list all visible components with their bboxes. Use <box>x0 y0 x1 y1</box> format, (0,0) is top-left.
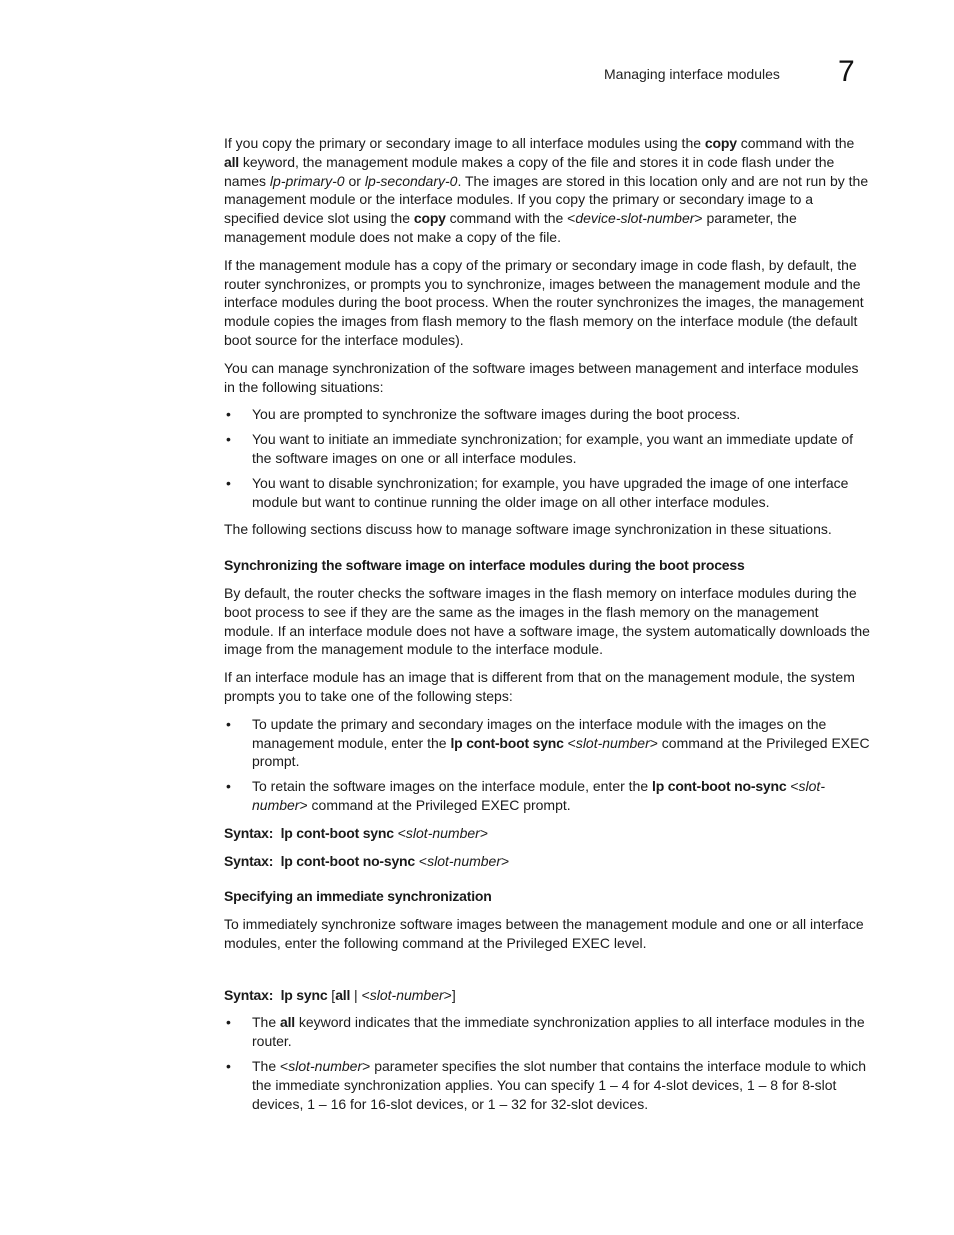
filename-secondary: lp-secondary-0 <box>364 172 458 189</box>
syntax-cont-boot-sync <box>224 824 872 843</box>
filename-primary: lp-primary-0 <box>269 172 345 189</box>
steps-list <box>224 715 872 815</box>
text: If you copy the primary or secondary image to all interface modules using the <box>224 135 705 151</box>
list-item <box>224 777 872 815</box>
list-item <box>224 430 872 468</box>
bullet-icon: • <box>226 778 231 795</box>
text: To update the primary and secondary images on the interface module with the images on the management module, enter the <box>252 715 827 751</box>
situations-list <box>224 405 872 511</box>
chapter-title: Managing interface modules <box>604 66 780 82</box>
text: > <box>479 824 489 841</box>
bullet-icon: • <box>226 474 231 491</box>
syntax-command: lp sync <box>280 986 328 1003</box>
keyword-all: all <box>224 153 239 170</box>
paragraph-default-check: By default, the router checks the software images in the flash memory on interface modules during the boot process to see if they are the same as the images in the flash memory on the management module. If an interface module does not have a software image, the system automatically downloads the image from the management module to the interface module. <box>224 584 870 658</box>
text: > parameter specifies the slot number that contains the interface module to which the immediate synchronization applies. You can specify 1 – 4 for 4-slot devices, 1 – 8 for 8-slot devices, 1 – 16 for 16-slot devices, or 1 – 32 for 32-slot devices. <box>252 1058 867 1112</box>
keyword-all: all <box>280 1014 295 1031</box>
syntax-label: Syntax: <box>224 986 281 1003</box>
text: < <box>393 824 406 841</box>
parameter-list <box>224 1013 872 1113</box>
text: | < <box>350 986 370 1003</box>
list-item <box>224 1013 872 1051</box>
paragraph-immediate-sync: To immediately synchronize software images between the management module and one or all interface modules, enter the following command at the Privileged EXEC level. <box>224 916 864 951</box>
text: < <box>415 852 428 869</box>
text: The <box>252 1014 281 1031</box>
section-heading-immediate-sync: Specifying an immediate synchronization <box>224 888 492 905</box>
chapter-number: 7 <box>838 55 855 88</box>
syntax-param: slot-number <box>405 824 480 841</box>
text: keyword indicates that the immediate synchronization applies to all interface modules in the router. <box>252 1014 865 1050</box>
spacer <box>224 962 872 986</box>
text: . The images are stored in this location only and are not run by the management module or the interface modules. If you copy the primary or secondary image to a specified device slot using the <box>224 172 869 227</box>
text: > parameter, the management module does not make a copy of the file. <box>224 210 797 245</box>
text: To retain the software images on the interface module, enter the <box>252 778 653 795</box>
syntax-param: slot-number <box>369 986 444 1003</box>
bullet-icon: • <box>226 406 231 423</box>
text: < <box>563 734 576 751</box>
bullet-icon: • <box>226 1058 231 1075</box>
text: command with the <box>736 135 855 151</box>
text: > command at the Privileged EXEC prompt. <box>252 734 870 770</box>
bullet-icon: • <box>226 1014 231 1031</box>
paragraph-sections-intro: The following sections discuss how to manage software image synchronization in these situations. <box>224 521 832 538</box>
syntax-param: slot-number <box>427 852 501 869</box>
param-device-slot-number: device-slot-number <box>575 210 695 227</box>
list-item-text: You are prompted to synchronize the software images during the boot process. <box>252 406 741 423</box>
text: [ <box>327 986 336 1003</box>
text: < <box>786 778 799 795</box>
syntax-lp-sync <box>224 986 872 1005</box>
text: The < <box>252 1058 289 1075</box>
paragraph-copy-images <box>224 134 872 247</box>
paragraph-prompt-steps: If an interface module has an image that is different from that on the management module, the system prompts you to take one of the following steps: <box>224 669 855 704</box>
text: >] <box>443 986 456 1003</box>
command-cont-boot-no-sync: lp cont-boot no-sync <box>652 778 787 795</box>
param-slot-number: slot-number <box>288 1058 363 1075</box>
keyword-copy: copy <box>704 135 737 151</box>
syntax-command: lp cont-boot no-sync <box>280 852 415 869</box>
syntax-cont-boot-no-sync <box>224 852 872 871</box>
text: keyword, the management module makes a copy of the file and stores it in code flash under the names <box>224 153 835 189</box>
syntax-keyword-all: all <box>335 986 351 1003</box>
paragraph-situations-intro: You can manage synchronization of the software images between management and interface modules in the following situations: <box>224 359 859 395</box>
keyword-copy: copy <box>413 210 446 227</box>
param-slot-number: slot-number <box>575 734 650 751</box>
list-item-text: You want to disable synchronization; for example, you have upgraded the image of one interface module but want to continue running the older image on all other interface modules. <box>252 474 849 510</box>
param-slot-number: slot-number <box>252 778 825 813</box>
syntax-label: Syntax: <box>224 824 281 841</box>
text: > <box>501 852 510 869</box>
bullet-icon: • <box>226 431 231 448</box>
text: command with the < <box>445 210 576 227</box>
list-item <box>224 1057 872 1113</box>
command-cont-boot-sync: lp cont-boot sync <box>450 734 564 751</box>
list-item <box>224 405 872 424</box>
list-item <box>224 715 872 771</box>
section-heading-boot-sync: Synchronizing the software image on interface modules during the boot process <box>224 557 745 574</box>
text: > command at the Privileged EXEC prompt. <box>299 796 571 813</box>
list-item <box>224 474 872 512</box>
list-item-text: You want to initiate an immediate synchronization; for example, you want an immediate update of the software images on one or all interface modules. <box>252 431 854 466</box>
syntax-command: lp cont-boot sync <box>280 824 394 841</box>
document-body <box>224 134 872 1122</box>
syntax-label: Syntax: <box>224 852 281 869</box>
bullet-icon: • <box>226 715 231 732</box>
paragraph-sync-overview: If the management module has a copy of the primary or secondary image in code flash, by default, the router synchronizes, or prompts you to synchronize, images between the management module and the interface modules during the boot process. When the router synchronizes the images, the management module copies the images from flash memory to the flash memory on the interface module (the default boot source for the interface modules). <box>224 256 864 348</box>
text: or <box>344 172 365 189</box>
